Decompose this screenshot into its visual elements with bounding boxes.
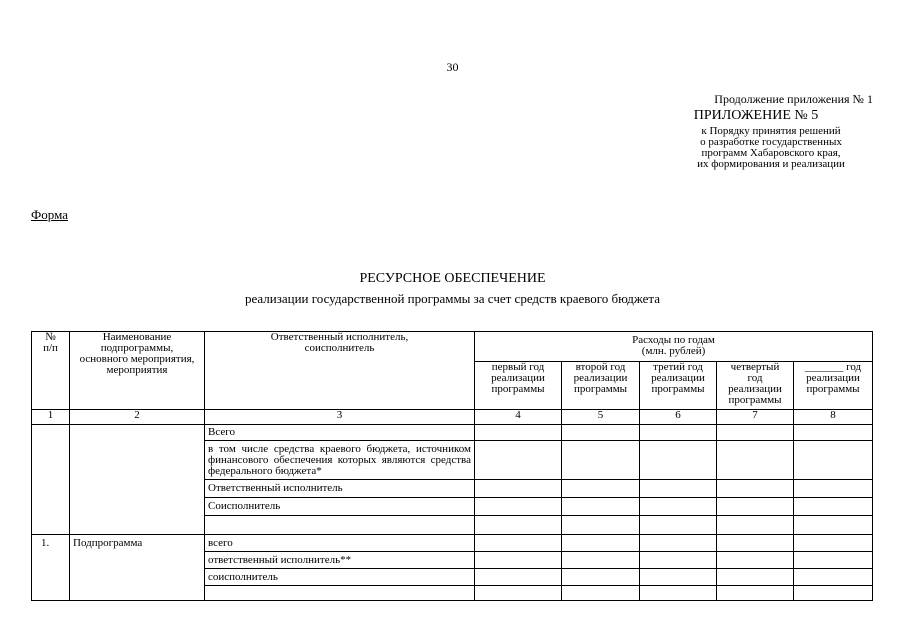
header-executor: Ответственный исполнитель, соисполнитель (205, 332, 475, 410)
cell-value (475, 516, 562, 535)
cell-executor: всего (205, 535, 475, 552)
header-name: Наименование подпрограммы, основного мероприятия, мероприятия (70, 332, 205, 410)
cell-executor: Соисполнитель (205, 498, 475, 516)
header-year-3: третий год реализации программы (640, 362, 717, 410)
cell-value (717, 516, 794, 535)
column-number: 4 (475, 410, 562, 425)
cell-value (794, 480, 873, 498)
cell-value (794, 535, 873, 552)
cell-value (475, 480, 562, 498)
cell-value (640, 535, 717, 552)
cell-num: 1. (32, 535, 70, 601)
cell-value (475, 586, 562, 601)
cell-executor: в том числе средства краевого бюджета, источником финансового обеспечения которых являются средства федерального бюджета* (205, 441, 475, 480)
cell-value (562, 516, 640, 535)
form-label: Форма (31, 207, 68, 222)
cell-value (475, 441, 562, 480)
header-year-5: _______ год реализации программы (794, 362, 873, 410)
header-year-4: четвертый год реализации программы (717, 362, 794, 410)
column-number: 1 (32, 410, 70, 425)
document-title: РЕСУРСНОЕ ОБЕСПЕЧЕНИЕ (359, 271, 546, 286)
document-subtitle: реализации государственной программы за счет средств краевого бюджета (244, 291, 661, 306)
cell-value (640, 498, 717, 516)
cell-executor: Всего (205, 425, 475, 441)
continuation-note: Продолжение приложения № 1 (714, 92, 873, 106)
page-number: 30 (446, 60, 459, 74)
cell-name: Подпрограмма (70, 535, 205, 601)
cell-value (562, 586, 640, 601)
cell-value (475, 569, 562, 586)
column-number: 7 (717, 410, 794, 425)
table-row (32, 425, 873, 441)
cell-value (717, 552, 794, 569)
column-number: 5 (562, 410, 640, 425)
cell-value (475, 498, 562, 516)
cell-value (717, 535, 794, 552)
cell-value (794, 586, 873, 601)
cell-value (562, 552, 640, 569)
column-number: 8 (794, 410, 873, 425)
cell-executor (205, 516, 475, 535)
cell-name (70, 425, 205, 535)
cell-executor: Ответственный исполнитель (205, 480, 475, 498)
cell-value (562, 569, 640, 586)
cell-executor (205, 586, 475, 601)
cell-value (475, 552, 562, 569)
appendix-reference-line: их формирования и реализации (697, 158, 845, 170)
column-number: 6 (640, 410, 717, 425)
cell-value (562, 441, 640, 480)
cell-value (640, 425, 717, 441)
cell-value (794, 516, 873, 535)
cell-value (562, 480, 640, 498)
cell-value (717, 425, 794, 441)
cell-executor: соисполнитель (205, 569, 475, 586)
appendix-reference-line: к Порядку принятия решений (701, 125, 841, 137)
header-year-1: первый год реализации программы (475, 362, 562, 410)
resource-table (31, 331, 873, 601)
cell-value (717, 586, 794, 601)
header-num: № п/п (32, 332, 70, 410)
cell-value (640, 516, 717, 535)
cell-value (562, 425, 640, 441)
appendix-reference-line: о разработке государственных (700, 136, 842, 148)
cell-executor: ответственный исполнитель** (205, 552, 475, 569)
cell-value (562, 498, 640, 516)
cell-value (640, 586, 717, 601)
column-number: 2 (70, 410, 205, 425)
header-year-2: второй год реализации программы (562, 362, 640, 410)
cell-value (640, 441, 717, 480)
cell-value (794, 569, 873, 586)
cell-value (794, 425, 873, 441)
cell-value (717, 569, 794, 586)
cell-value (717, 441, 794, 480)
cell-value (794, 441, 873, 480)
appendix-title: ПРИЛОЖЕНИЕ № 5 (693, 108, 819, 123)
cell-value (640, 480, 717, 498)
cell-value (640, 552, 717, 569)
cell-value (640, 569, 717, 586)
cell-value (475, 535, 562, 552)
cell-value (475, 425, 562, 441)
column-number: 3 (205, 410, 475, 425)
column-numbers-row (32, 410, 873, 425)
cell-num (32, 425, 70, 535)
cell-value (717, 480, 794, 498)
header-expenses: Расходы по годам (млн. рублей) (475, 332, 873, 362)
appendix-reference-line: программ Хабаровского края, (701, 147, 841, 159)
cell-value (562, 535, 640, 552)
cell-value (794, 498, 873, 516)
cell-value (794, 552, 873, 569)
table-row (32, 535, 873, 552)
cell-value (717, 498, 794, 516)
appendix-reference (656, 126, 886, 170)
